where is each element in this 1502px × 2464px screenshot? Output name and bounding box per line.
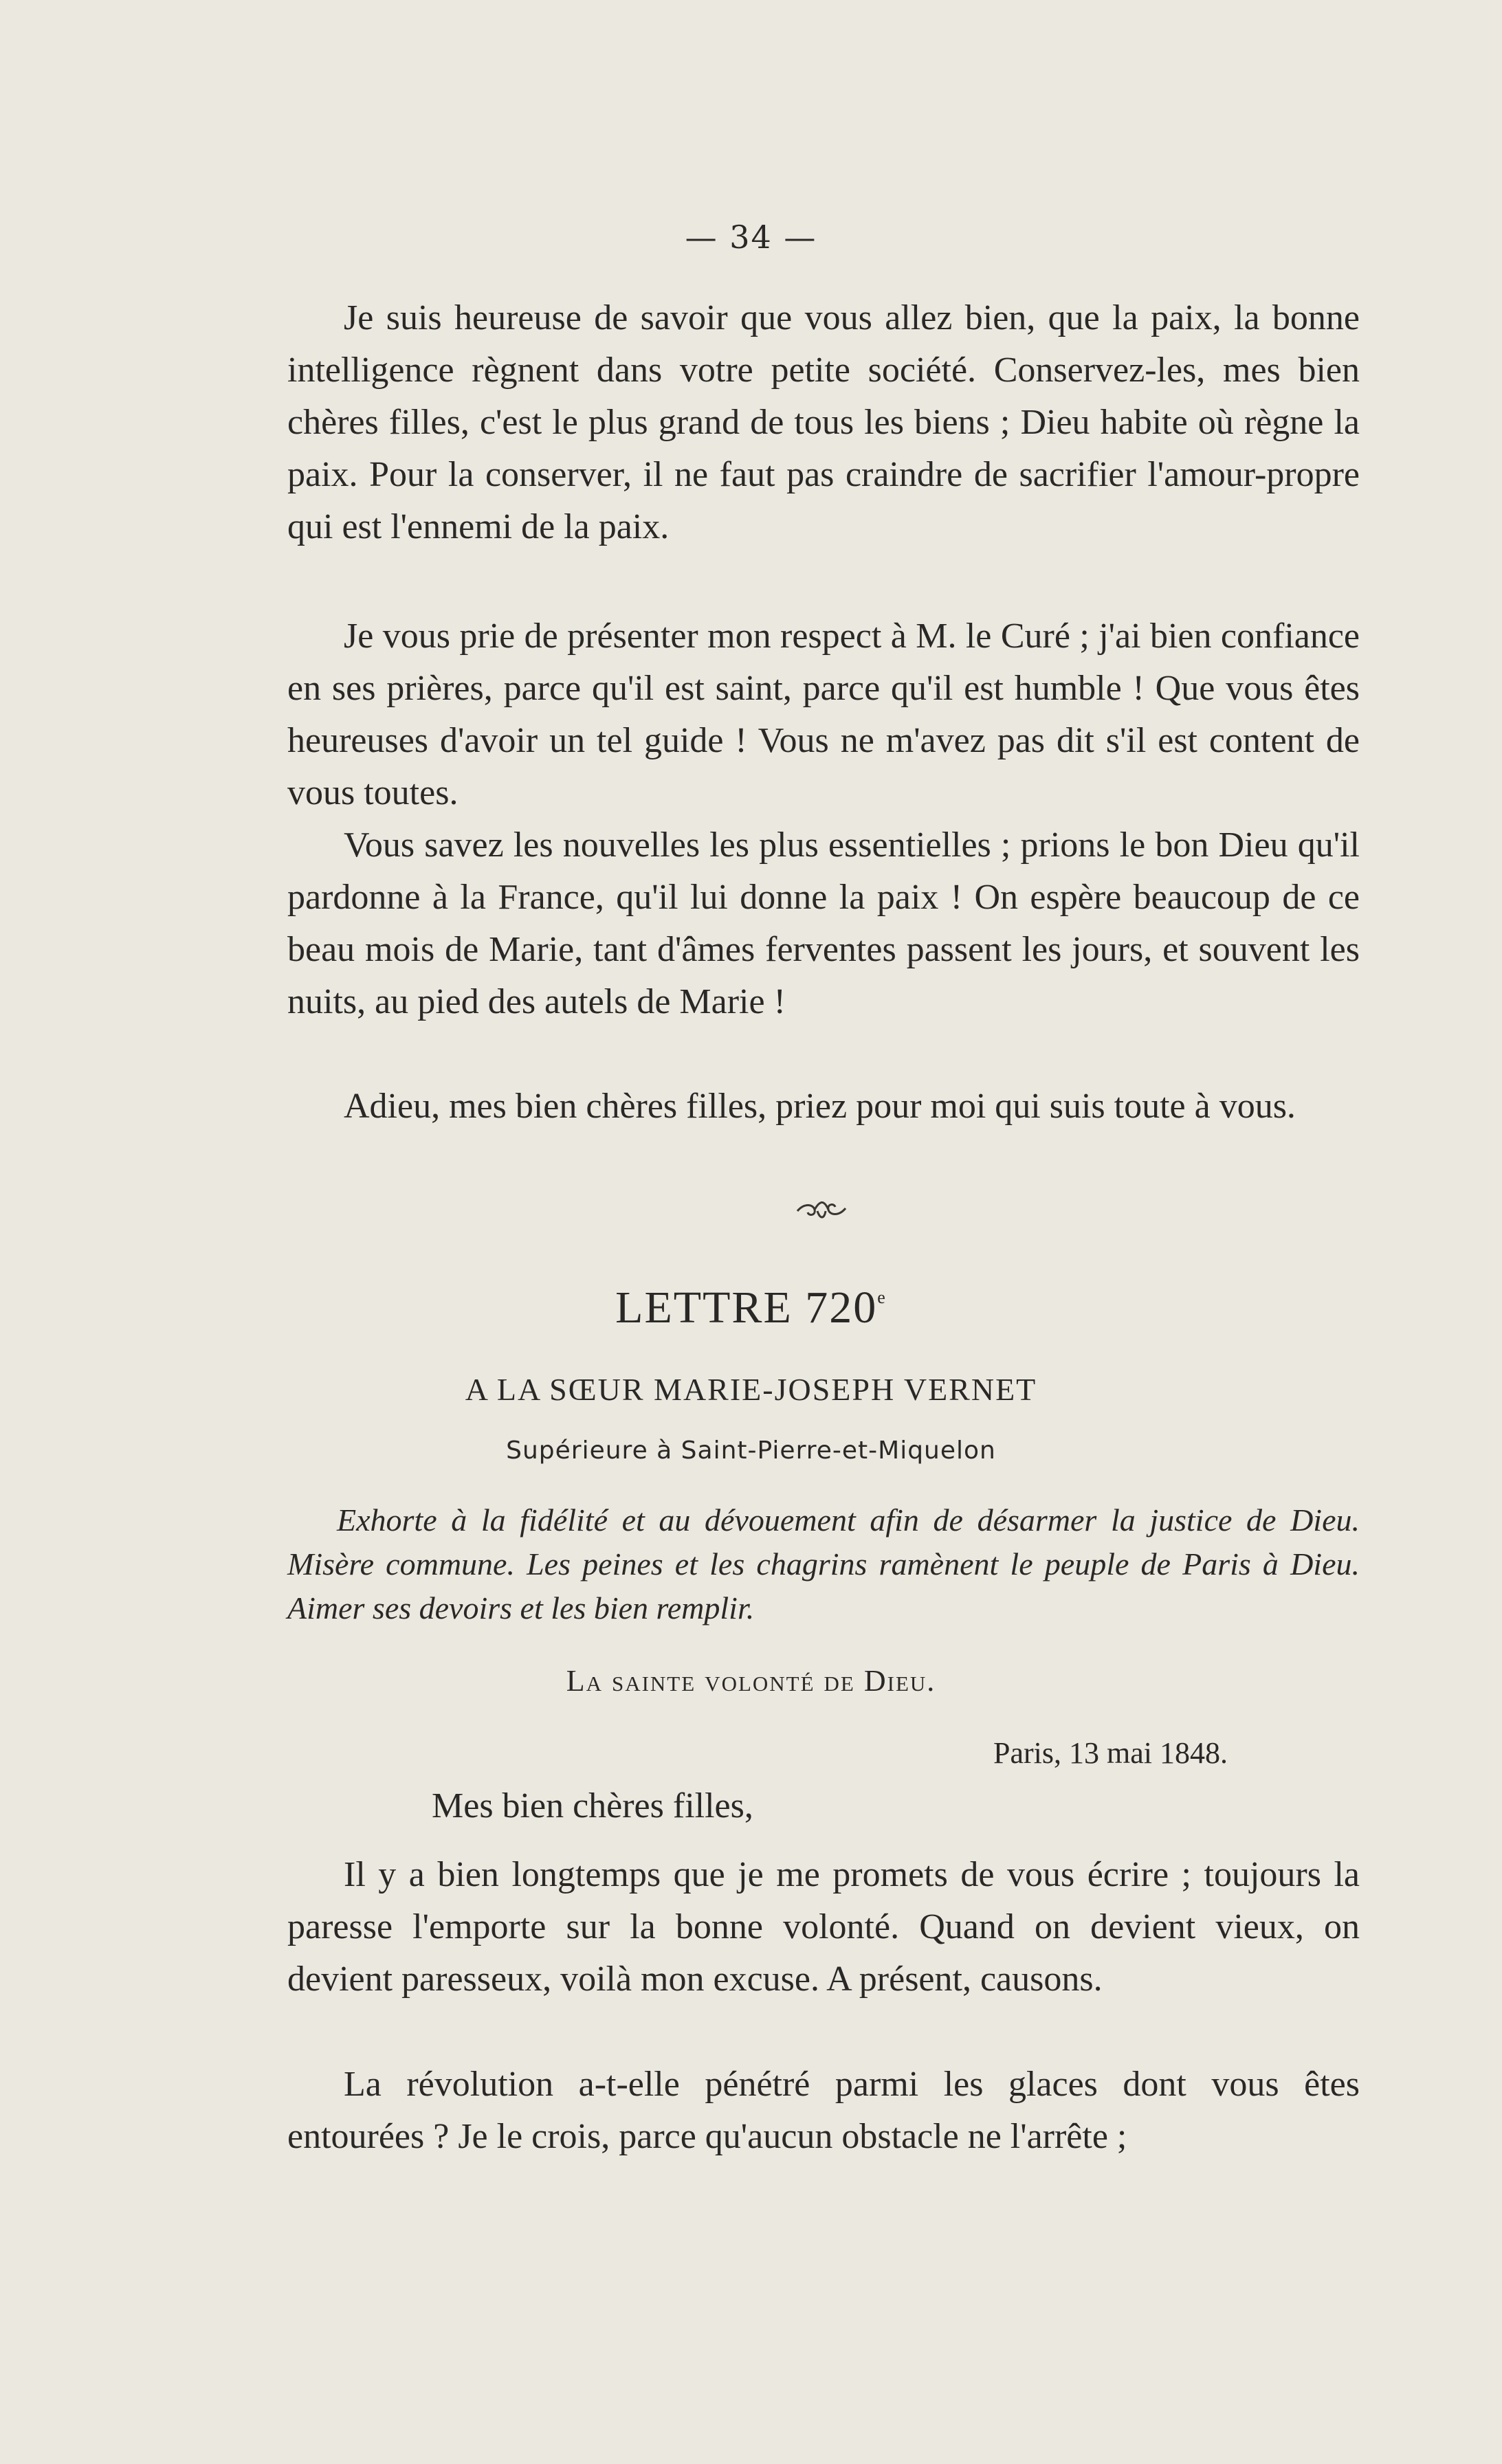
paragraph-text: La révolution a-t-elle pénétré parmi les glaces dont vous êtes entourées ? Je le crois, parce qu'aucun obstacle ne l'arrête ; (287, 2065, 1360, 2156)
letter-summary: Exhorte à la fidélité et au dévouement afin de désarmer la justice de Dieu. Misère commune. Les peines et les chagrins ramènent le peuple de Paris à Dieu. Aimer ses devoirs et les bien remplir. (287, 1502, 1360, 1625)
paragraph-text: Je suis heureuse de savoir que vous allez bien, que la paix, la bonne intelligence règnent dans votre petite société. Conservez-les, mes bien chères filles, c'est le plus grand de tous les biens ; Dieu habite où règne la paix. Pour la conserver, il ne faut pas craindre de sacrifier l'amour-propre qui est l'ennemi de la paix. (287, 298, 1360, 546)
letter-title-text: LETTRE 720 (615, 1283, 878, 1333)
paragraph-1 (287, 292, 1360, 553)
paragraph-text: Je vous prie de présenter mon respect à M. le Curé ; j'ai bien confiance en ses prières, parce qu'il est saint, parce qu'il est humble ! Que vous êtes heureuses d'avoir un tel guide ! Vous ne m'avez pas dit s'il est content de vous toutes. (287, 617, 1360, 812)
letter-paragraph-2 (287, 2058, 1360, 2163)
letter-paragraph-1 (287, 1849, 1360, 2006)
paragraph-text: Vous savez les nouvelles les plus essentielles ; prions le bon Dieu qu'il pardonne à la France, qu'il lui donne la paix ! On espère beaucoup de ce beau mois de Marie, tant d'âmes ferventes passent les jours, et souvent les nuits, au pied des autels de Marie ! (287, 825, 1360, 1021)
letter-recipient: A LA SŒUR MARIE-JOSEPH VERNET (465, 1372, 1037, 1407)
paragraph-text: Il y a bien longtemps que je me promets de vous écrire ; toujours la paresse l'emporte sur la bonne volonté. Quand on devient vieux, on devient paresseux, voilà mon excuse. A présent, causons. (287, 1855, 1360, 1999)
paragraph-2 (287, 610, 1360, 819)
paragraph-text: Adieu, mes bien chères filles, priez pour moi qui suis toute à vous. (344, 1087, 1296, 1126)
fleuron-icon (794, 1196, 849, 1223)
paragraph-4 (287, 1080, 1360, 1133)
letter-date: Paris, 13 mai 1848. (993, 1736, 1228, 1770)
recipient-role: Supérieure à Saint-Pierre-et-Miquelon (506, 1436, 996, 1465)
paragraph-3 (287, 819, 1360, 1028)
page-number: — 34 — (685, 219, 817, 256)
letter-title-sup: e (877, 1287, 887, 1307)
letter-motto: La sainte volonté de Dieu. (566, 1664, 936, 1698)
letter-title (0, 1282, 1502, 1334)
letter-salutation: Mes bien chères filles, (432, 1786, 753, 1825)
